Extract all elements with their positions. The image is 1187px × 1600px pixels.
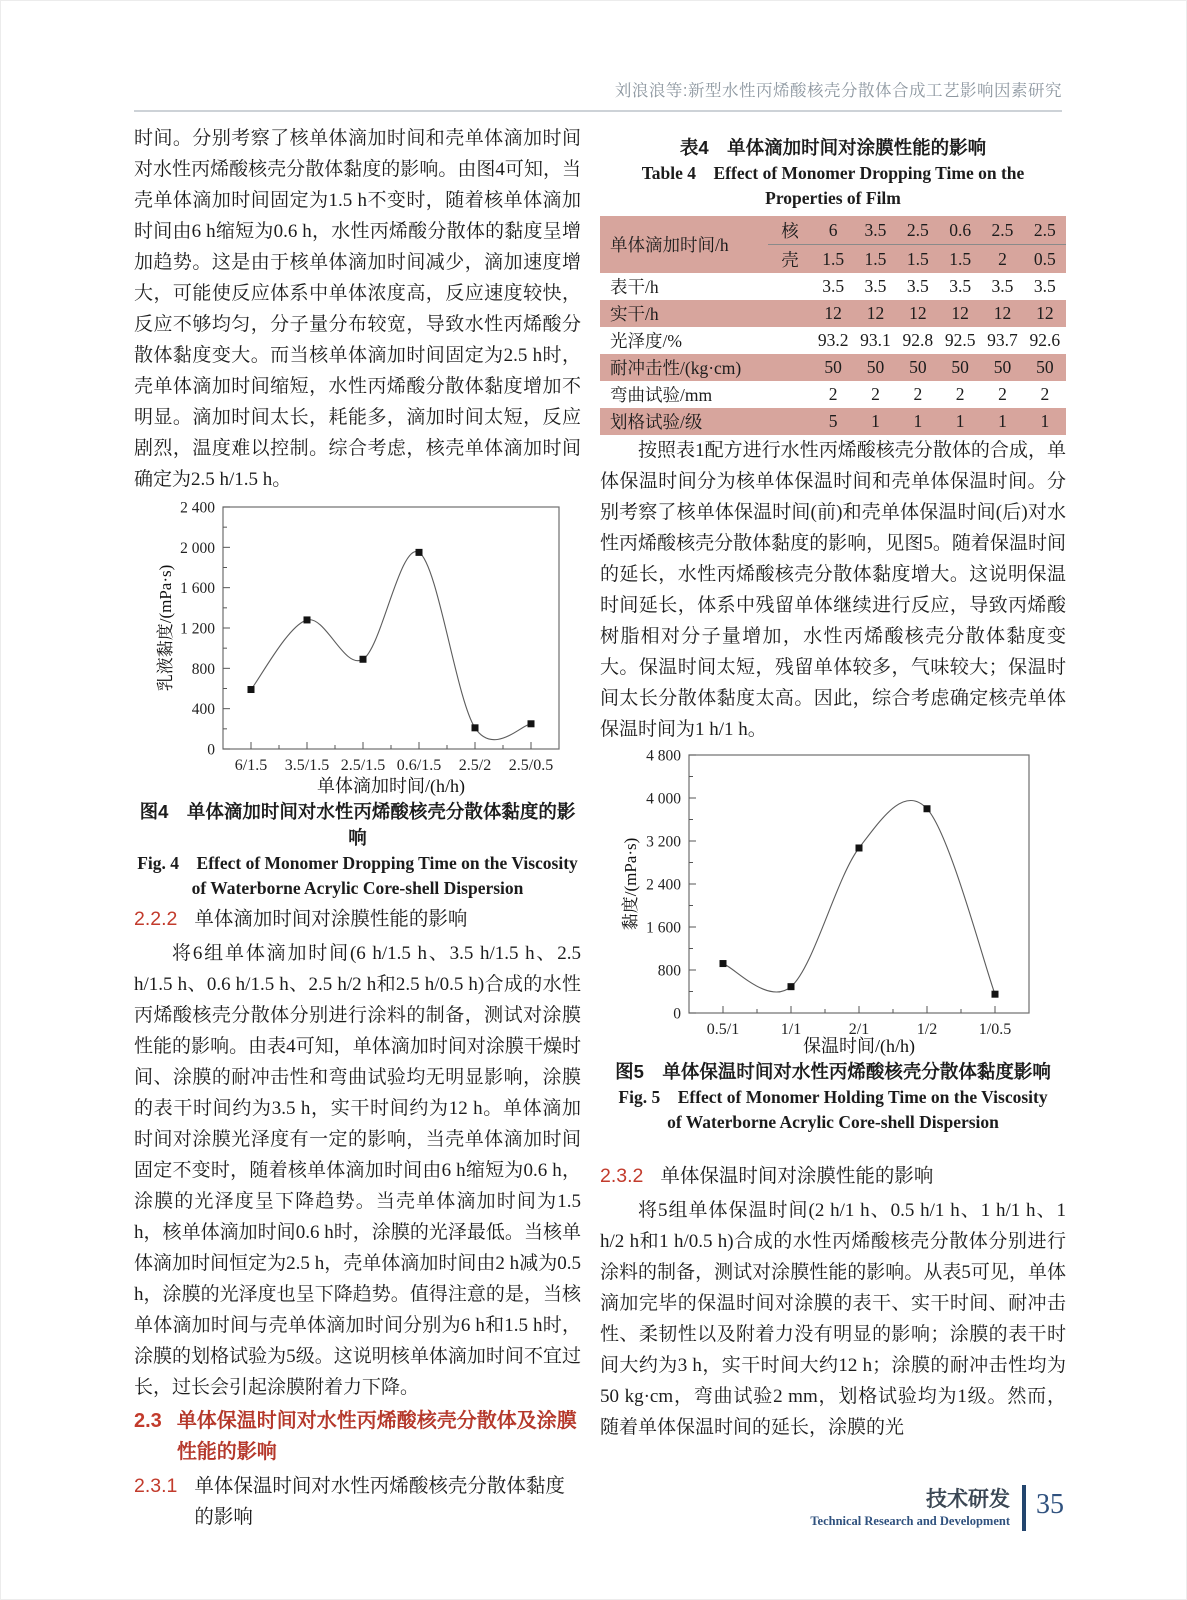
header-subrows	[768, 216, 1066, 273]
svg-text:2/1: 2/1	[848, 1021, 870, 1038]
cell: 1.5	[906, 248, 929, 269]
cell: 93.7	[987, 330, 1018, 350]
cell: 2	[913, 384, 923, 404]
cell: 3.5	[1033, 276, 1056, 296]
cell: 2	[955, 384, 965, 404]
cell: 1	[1040, 411, 1050, 431]
cell: 1	[871, 411, 880, 431]
cell: 1	[913, 411, 923, 431]
title-line: Table 4 Effect of Monomer Dropping Time on the	[641, 163, 1025, 183]
row-label: 表干/h	[610, 277, 659, 297]
header-label: 单体滴加时间/h	[610, 235, 729, 255]
svg-text:1/2: 1/2	[916, 1021, 938, 1038]
cell: 2.5	[906, 219, 929, 240]
section-number: 2.3	[134, 1410, 162, 1432]
table-row	[600, 354, 1066, 381]
fig4-caption	[134, 799, 581, 901]
svg-text:单体滴加时间/(h/h): 单体滴加时间/(h/h)	[317, 776, 465, 796]
row-label: 耐冲击性/(kg·cm)	[610, 358, 742, 378]
row-label: 弯曲试验/mm	[610, 385, 713, 405]
cell: 12	[951, 303, 969, 323]
svg-text:0: 0	[673, 1005, 681, 1023]
svg-text:2.5/1.5: 2.5/1.5	[340, 757, 386, 774]
table-row	[600, 327, 1066, 354]
row-label: 划格试验/级	[610, 412, 703, 432]
row-label: 实干/h	[610, 304, 659, 324]
caption-line: Fig. 4 Effect of Monomer Dropping Time on the Viscosity	[137, 853, 578, 873]
table-row	[600, 273, 1066, 300]
cell: 3.5	[991, 276, 1014, 296]
svg-text:800: 800	[657, 962, 681, 980]
table4-title-zh: 表4 单体滴加时间对涂膜性能的影响	[679, 137, 987, 158]
svg-text:2.5/0.5: 2.5/0.5	[508, 757, 554, 774]
cell: 核	[781, 220, 799, 241]
paragraph: 时间。分别考察了核单体滴加时间和壳单体滴加时间对水性丙烯酸核壳分散体黏度的影响。由图4可知，当壳单体滴加时间固定为1.5 h不变时，随着核单体滴加时间由6 h缩短为0.6 h，水性丙烯酸分散体的黏度呈增加趋势。这是由于核单体滴加时间减少，滴加速度增大，可能使反应体系中单体浓度高，反应速度较快，反应不够均匀，分子量分布较宽，导致水性丙烯酸分散体黏度变大。而当核单体滴加时间固定为2.5 h时，壳单体滴加时间缩短，水性丙烯酸分散体黏度增加不明显。滴加时间太长，耗能多，滴加时间太短，反应剧烈，温度难以控制。综合考虑，核壳单体滴加时间确定为2.5 h/1.5 h。	[134, 128, 581, 490]
cell: 1.5	[864, 248, 887, 269]
fig5-caption	[600, 1059, 1066, 1135]
cell: 3.5	[864, 219, 887, 240]
section-number: 2.3.2	[600, 1165, 644, 1187]
cell: 92.5	[944, 330, 976, 350]
section-title: 单体保温时间对涂膜性能的影响	[660, 1165, 934, 1187]
right-column	[600, 123, 1066, 1536]
cell: 1	[955, 411, 965, 431]
left-column	[134, 123, 581, 1536]
figure-4	[134, 495, 581, 901]
svg-text:1 200: 1 200	[180, 620, 215, 638]
svg-text:400: 400	[191, 701, 215, 719]
cell: 6	[828, 219, 838, 240]
cell: 0.6	[949, 219, 972, 240]
content-columns	[134, 123, 1066, 1536]
cell: 2	[871, 384, 880, 404]
svg-text:4 000: 4 000	[646, 790, 681, 808]
caption-line: Fig. 5 Effect of Monomer Holding Time on the Viscosity	[618, 1087, 1048, 1107]
cell: 2	[998, 248, 1007, 269]
section-number: 2.3.1	[134, 1475, 178, 1497]
svg-text:3 200: 3 200	[646, 833, 681, 851]
cell: 0.5	[1033, 248, 1056, 269]
cell: 50	[866, 357, 885, 377]
footer-divider	[1022, 1485, 1026, 1531]
table-header	[600, 216, 1066, 273]
fig4-caption-zh: 图4 单体滴加时间对水性丙烯酸核壳分散体黏度的影响	[139, 801, 576, 848]
svg-text:4 800: 4 800	[646, 747, 681, 765]
table-row	[600, 408, 1066, 435]
cell: 2	[998, 384, 1007, 404]
section-number: 2.2.2	[134, 908, 178, 930]
svg-text:2 400: 2 400	[646, 876, 681, 894]
cell: 92.8	[902, 330, 934, 350]
svg-text:黏度/(mPa·s): 黏度/(mPa·s)	[621, 837, 640, 931]
svg-text:保温时间/(h/h): 保温时间/(h/h)	[803, 1036, 915, 1056]
footer-section-zh: 技术研发	[926, 1487, 1010, 1511]
section-heading-2-3	[134, 1406, 581, 1468]
table-row	[600, 300, 1066, 327]
section-heading-2-3-2	[600, 1161, 1066, 1192]
table4-title-en	[600, 161, 1066, 211]
svg-text:2 000: 2 000	[180, 539, 215, 557]
cell: 2.5	[991, 219, 1014, 240]
cell: 5	[828, 411, 838, 431]
caption-line: of Waterborne Acrylic Core-shell Dispersion	[667, 1112, 999, 1132]
row-label: 光泽度/%	[610, 331, 682, 351]
caption-line: of Waterborne Acrylic Core-shell Dispersion	[191, 878, 524, 898]
cell: 1.5	[822, 248, 845, 269]
table-4	[600, 216, 1066, 435]
cell: 50	[909, 357, 927, 377]
cell: 2.5	[1033, 219, 1056, 240]
title-line: Properties of Film	[765, 188, 901, 208]
page-footer	[810, 1485, 1064, 1531]
svg-text:800: 800	[191, 660, 215, 678]
cell: 50	[824, 357, 842, 377]
running-title: 刘浪浪等:新型水性丙烯酸核壳分散体合成工艺影响因素研究	[134, 77, 1062, 112]
cell: 壳	[781, 249, 799, 270]
cell: 50	[1036, 357, 1054, 377]
section-heading-2-2-2	[134, 904, 581, 935]
figure-5	[600, 745, 1066, 1135]
svg-text:0.6/1.5: 0.6/1.5	[396, 757, 442, 774]
paragraph: 将6组单体滴加时间(6 h/1.5 h、3.5 h/1.5 h、2.5 h/1.5 h、0.6 h/1.5 h、2.5 h/2 h和2.5 h/0.5 h)合成的水性丙烯酸核壳分散体分别进行涂料的制备，测试对涂膜性能的影响。由表4可知，单体滴加时间对涂膜干燥时间、涂膜的耐冲击性和弯曲试验均无明显影响，涂膜的表干时间约为3.5 h，实干时间约为12 h。单体滴加时间对涂膜光泽度有一定的影响，当壳单体滴加时间固定不变时，随着核单体滴加时间由6 h缩短为0.6 h，涂膜的光泽度呈下降趋势。当壳单体滴加时间为1.5 h，核单体滴加时间0.6 h时，涂膜的光泽最低。当核单体滴加时间恒定为2.5 h，壳单体滴加时间由2 h减为0.5 h，涂膜的光泽度也呈下降趋势。值得注意的是，当核单体滴加时间与壳单体滴加时间分别为6 h和1.5 h时，涂膜的划格试验为5级。这说明核单体滴加时间不宜过长，过长会引起涂膜附着力下降。	[134, 943, 581, 1398]
section-heading-2-3-1	[134, 1471, 581, 1533]
cell: 3.5	[864, 276, 887, 296]
fig5-line-chart	[602, 745, 1047, 1057]
page-number: 35	[1036, 1489, 1064, 1520]
fig5-caption-en	[600, 1085, 1066, 1135]
svg-text:2 400: 2 400	[180, 499, 215, 517]
svg-text:6/1.5: 6/1.5	[234, 757, 268, 774]
footer-section	[810, 1488, 1010, 1529]
cell: 1.5	[949, 248, 972, 269]
svg-text:0: 0	[207, 741, 215, 759]
table4-title	[600, 135, 1066, 211]
svg-text:1/1: 1/1	[780, 1021, 802, 1038]
cell: 93.1	[860, 330, 891, 350]
section-title: 单体保温时间对水性丙烯酸核壳分散体及涂膜性能的影响	[176, 1410, 577, 1463]
svg-text:2.5/2: 2.5/2	[458, 757, 492, 774]
cell: 1	[998, 411, 1007, 431]
cell: 2	[1040, 384, 1050, 404]
shell-subrow	[768, 244, 1066, 273]
cell: 92.6	[1029, 330, 1061, 350]
cell: 50	[993, 357, 1012, 377]
svg-text:3.5/1.5: 3.5/1.5	[284, 757, 330, 774]
cell: 50	[951, 357, 969, 377]
cell: 12	[993, 303, 1012, 323]
svg-text:1/0.5: 1/0.5	[978, 1021, 1012, 1038]
cell: 12	[866, 303, 885, 323]
cell: 3.5	[906, 276, 929, 296]
cell: 12	[909, 303, 927, 323]
table-row	[600, 381, 1066, 408]
cell: 12	[824, 303, 842, 323]
paragraph: 将5组单体保温时间(2 h/1 h、0.5 h/1 h、1 h/1 h、1 h/2 h和1 h/0.5 h)合成的水性丙烯酸核壳分散体分别进行涂料的制备，测试对涂膜性能的影响。从表5可见，单体滴加完毕的保温时间对涂膜的表干、实干时间、耐冲击性、柔韧性以及附着力没有明显的影响；涂膜的表干时间大约为3 h，实干时间大约12 h；涂膜的耐冲击性均为50 kg·cm，弯曲试验2 mm，划格试验均为1级。然而，随着单体保温时间的延长，涂膜的光	[600, 1200, 1066, 1438]
svg-text:乳液黏度/(mPa·s): 乳液黏度/(mPa·s)	[156, 564, 175, 692]
core-subrow	[768, 216, 1066, 244]
page-header	[134, 77, 1062, 112]
cell: 12	[1036, 303, 1054, 323]
section-title: 单体保温时间对水性丙烯酸核壳分散体黏度的影响	[194, 1475, 565, 1528]
footer-section-en: Technical Research and Development	[810, 1513, 1010, 1528]
svg-text:1 600: 1 600	[646, 919, 681, 937]
paragraph: 按照表1配方进行水性丙烯酸核壳分散体的合成，单体保温时间分为核单体保温时间和壳单体保温时间。分别考察了核单体保温时间(前)和壳单体保温时间(后)对水性丙烯酸核壳分散体黏度的影响，见图5。随着保温时间的延长，水性丙烯酸核壳分散体黏度增大。这说明保温时间延长，体系中残留单体继续进行反应，导致丙烯酸树脂相对分子量增加，水性丙烯酸核壳分散体黏度变大。保温时间太短，残留单体较多，气味较大；保温时间太长分散体黏度太高。因此，综合考虑确定核壳单体保温时间为1 h/1 h。	[600, 440, 1066, 740]
svg-text:0.5/1: 0.5/1	[706, 1021, 740, 1038]
fig4-caption-en	[134, 851, 581, 901]
fig5-caption-zh: 图5 单体保温时间对水性丙烯酸核壳分散体黏度影响	[615, 1061, 1051, 1082]
svg-text:1 600: 1 600	[180, 580, 215, 598]
cell: 3.5	[822, 276, 845, 296]
cell: 2	[828, 384, 838, 404]
section-title: 单体滴加时间对涂膜性能的影响	[194, 908, 468, 930]
fig4-line-chart	[149, 495, 569, 797]
cell: 3.5	[949, 276, 972, 296]
cell: 93.2	[817, 330, 849, 350]
